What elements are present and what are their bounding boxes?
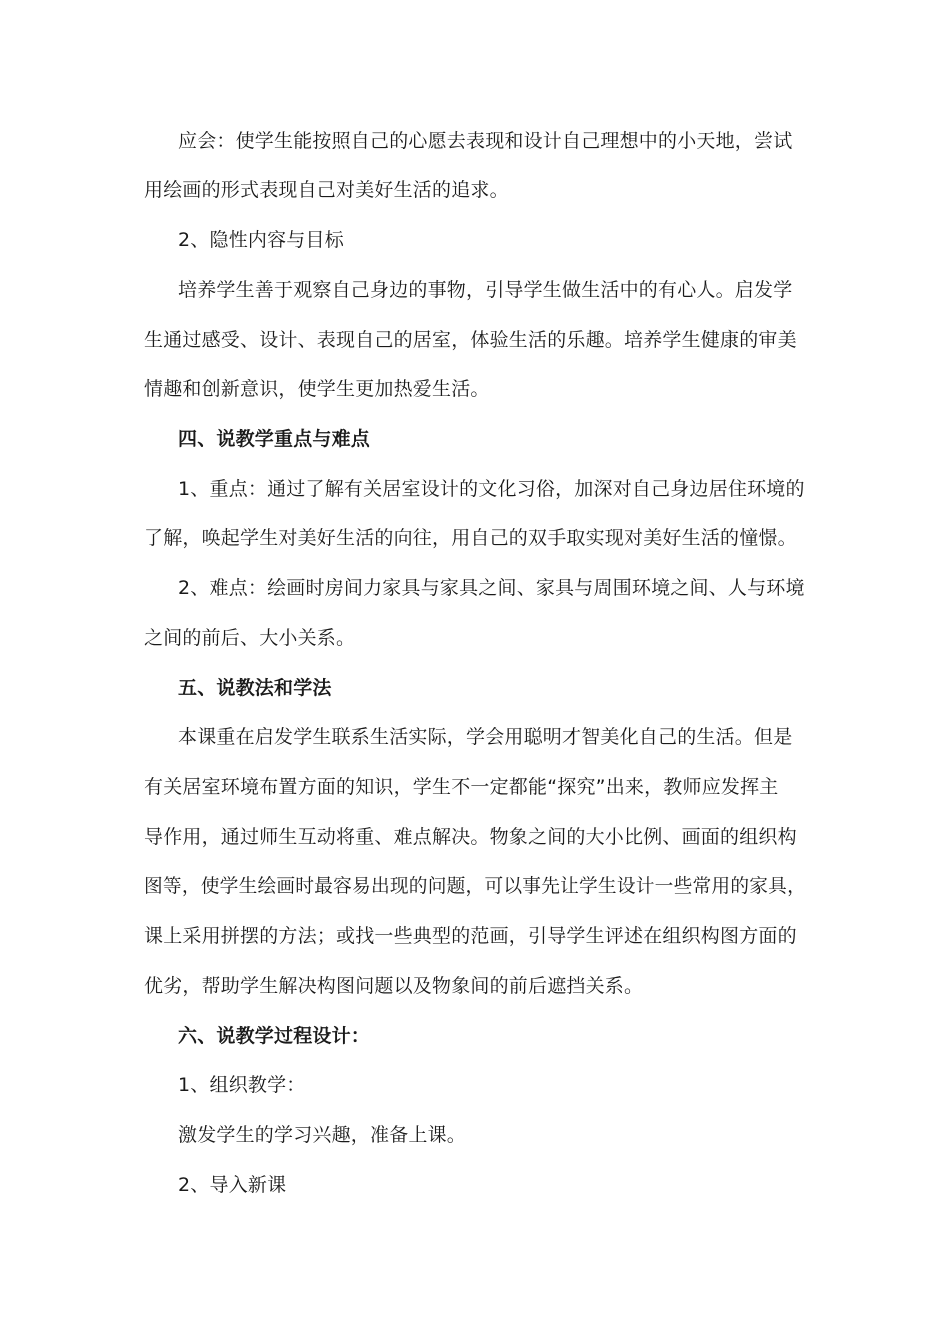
paragraph-line: 课上采用拼摆的方法；或找一些典型的范画，引导学生评述在组织构图方面的: [144, 925, 797, 947]
paragraph-line: 2、难点：绘画时房间力家具与家具之间、家具与周围环境之间、人与环境: [178, 577, 805, 599]
paragraph-line: 激发学生的学习兴趣，准备上课。: [178, 1124, 467, 1146]
paragraph-line: 情趣和创新意识，使学生更加热爱生活。: [144, 378, 490, 400]
paragraph-line: 图等，使学生绘画时最容易出现的问题，可以事先让学生设计一些常用的家具，: [144, 875, 807, 897]
paragraph-line: 生通过感受、设计、表现自己的居室，体验生活的乐趣。培养学生健康的审美: [144, 329, 797, 351]
paragraph-line: 导作用，通过师生互动将重、难点解决。物象之间的大小比例、画面的组织构: [144, 826, 797, 848]
section-heading: 五、说教法和学法: [178, 677, 332, 699]
paragraph-line: 优劣，帮助学生解决构图问题以及物象间的前后遮挡关系。: [144, 975, 644, 997]
paragraph-line: 了解，唤起学生对美好生活的向往，用自己的双手取实现对美好生活的憧憬。: [144, 527, 797, 549]
paragraph-line: 1、重点：通过了解有关居室设计的文化习俗，加深对自己身边居住环境的: [178, 478, 805, 500]
section-heading: 四、说教学重点与难点: [178, 428, 371, 450]
subheading: 2、隐性内容与目标: [178, 229, 344, 251]
subheading: 1、组织教学：: [178, 1074, 306, 1096]
paragraph-line: 培养学生善于观察自己身边的事物，引导学生做生活中的有心人。启发学: [178, 279, 793, 301]
subheading: 2、导入新课: [178, 1174, 287, 1196]
paragraph-line: 之间的前后、大小关系。: [144, 627, 356, 649]
paragraph-line: 本课重在启发学生联系生活实际，学会用聪明才智美化自己的生活。但是: [178, 726, 793, 748]
paragraph-line: 应会：使学生能按照自己的心愿去表现和设计自己理想中的小天地，尝试: [178, 130, 793, 152]
paragraph-line: 用绘画的形式表现自己对美好生活的追求。: [144, 179, 509, 201]
paragraph-line: 有关居室环境布置方面的知识，学生不一定都能“探究”出来，教师应发挥主: [144, 776, 779, 798]
section-heading: 六、说教学过程设计：: [178, 1025, 371, 1047]
